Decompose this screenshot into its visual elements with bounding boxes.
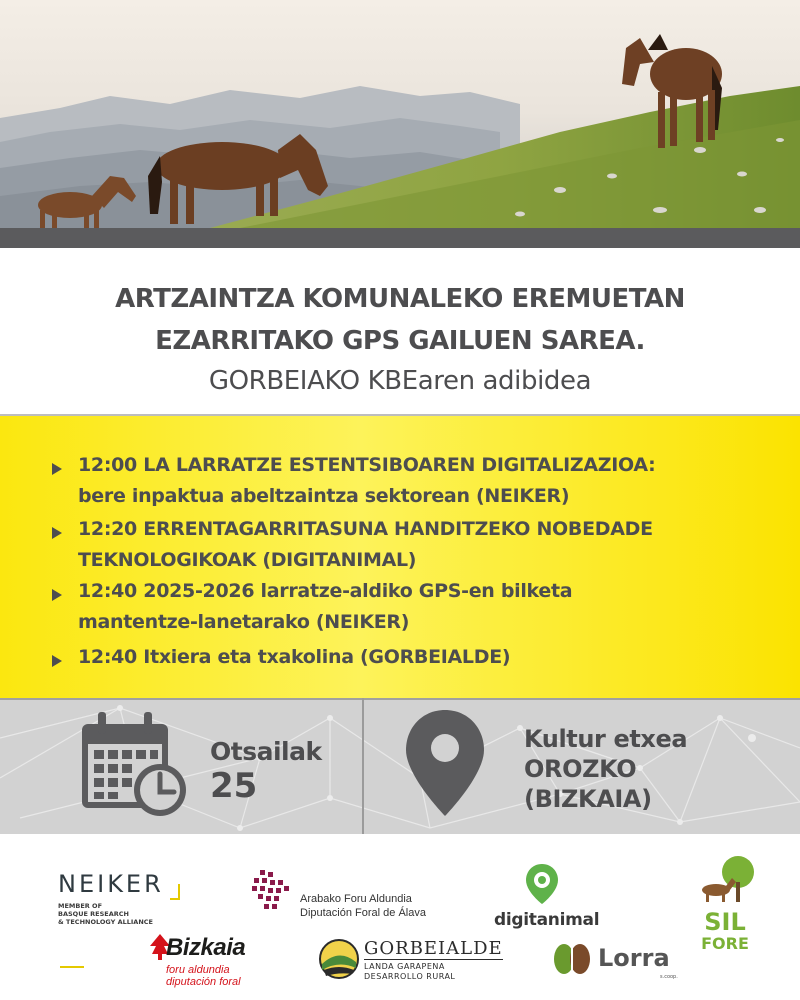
gorbeialde-name: GORBEIALDE bbox=[364, 938, 503, 959]
location-line: (BIZKAIA) bbox=[524, 785, 652, 813]
arrow-icon bbox=[52, 642, 78, 673]
bizkaia-sub: diputación foral bbox=[166, 976, 241, 988]
hero-photo bbox=[0, 0, 800, 248]
agenda-item-line: 12:40 2025-2026 larratze-aldiko GPS-en bilketa bbox=[78, 580, 573, 602]
alava-emblem-icon bbox=[250, 868, 296, 914]
silfore-name: SIL bbox=[704, 908, 746, 936]
info-top-border bbox=[0, 698, 800, 700]
agenda-item bbox=[52, 514, 772, 576]
calendar-clock-icon bbox=[78, 710, 190, 820]
agenda-item-line: 12:40 Itxiera eta txakolina (GORBEIALDE) bbox=[78, 646, 511, 668]
silfore-name: FORE bbox=[701, 934, 749, 953]
neiker-corner bbox=[170, 884, 180, 900]
lorra-sub: s.coop. bbox=[660, 974, 678, 980]
location-line: OROZKO bbox=[524, 755, 637, 783]
agenda-item-line: TEKNOLOGIKOAK (DIGITANIMAL) bbox=[78, 549, 417, 571]
event-date bbox=[210, 736, 322, 804]
alava-name: Diputación Foral de Álava bbox=[300, 907, 426, 919]
neiker-name: NEIKER bbox=[58, 870, 164, 898]
title-line-2: EZARRITAKO GPS GAILUEN SAREA. bbox=[155, 326, 645, 356]
agenda-item-line: 12:20 ERRENTAGARRITASUNA HANDITZEKO NOBEDADE bbox=[78, 518, 653, 540]
agenda-item bbox=[52, 576, 772, 638]
arrow-icon bbox=[52, 576, 78, 638]
event-date-month: Otsailak bbox=[210, 737, 322, 766]
arrow-icon bbox=[52, 450, 78, 512]
agenda-item-line: bere inpaktua abeltzaintza sektorean (NEIKER) bbox=[78, 485, 570, 507]
alava-name: Arabako Foru Aldundia bbox=[300, 893, 412, 905]
neiker-sub: BASQUE RESEARCH bbox=[58, 910, 129, 918]
arrow-icon bbox=[52, 514, 78, 576]
neiker-logo bbox=[58, 870, 164, 926]
event-location bbox=[524, 724, 687, 814]
agenda-item bbox=[52, 450, 772, 512]
neiker-accent bbox=[60, 966, 84, 968]
map-pin-icon bbox=[404, 708, 486, 818]
event-subtitle: GORBEIAKO KBEaren adibidea bbox=[208, 366, 592, 396]
alava-logo bbox=[250, 868, 426, 919]
bizkaia-name: Bizkaia bbox=[166, 934, 246, 961]
agenda-item-line: mantentze-lanetarako (NEIKER) bbox=[78, 611, 410, 633]
event-info-section bbox=[0, 698, 800, 834]
bizkaia-sub: foru aldundia bbox=[166, 964, 230, 976]
event-title-block bbox=[0, 248, 800, 416]
gorbeialde-emblem-icon bbox=[318, 938, 360, 980]
silfore-logo bbox=[694, 852, 756, 954]
neiker-sub: & TECHNOLOGY ALLIANCE bbox=[58, 918, 153, 926]
lorra-name: Lorra bbox=[598, 944, 670, 972]
agenda-item bbox=[52, 642, 772, 673]
hero-bottom-bar bbox=[0, 228, 800, 248]
horse-tree-icon bbox=[694, 852, 756, 906]
digitanimal-pin-icon bbox=[524, 862, 560, 906]
event-date-day: 25 bbox=[210, 766, 258, 806]
lorra-leaves-icon bbox=[552, 942, 592, 976]
agenda-section bbox=[0, 416, 800, 698]
neiker-sub: MEMBER OF bbox=[58, 902, 103, 910]
digitanimal-logo bbox=[494, 862, 614, 930]
info-divider bbox=[362, 698, 364, 834]
agenda-item-line: 12:00 LA LARRATZE ESTENTSIBOAREN DIGITALIZAZIOA: bbox=[78, 454, 656, 476]
hero-banner bbox=[0, 0, 800, 248]
title-line-1: ARTZAINTZA KOMUNALEKO EREMUETAN bbox=[115, 284, 685, 314]
gorbeialde-sub: LANDA GARAPENA bbox=[364, 959, 503, 972]
digitanimal-name: digitanimal bbox=[494, 910, 600, 930]
location-line: Kultur etxea bbox=[524, 725, 688, 753]
gorbeialde-sub: DESARROLLO RURAL bbox=[364, 972, 456, 981]
sponsor-logos bbox=[0, 834, 800, 1000]
